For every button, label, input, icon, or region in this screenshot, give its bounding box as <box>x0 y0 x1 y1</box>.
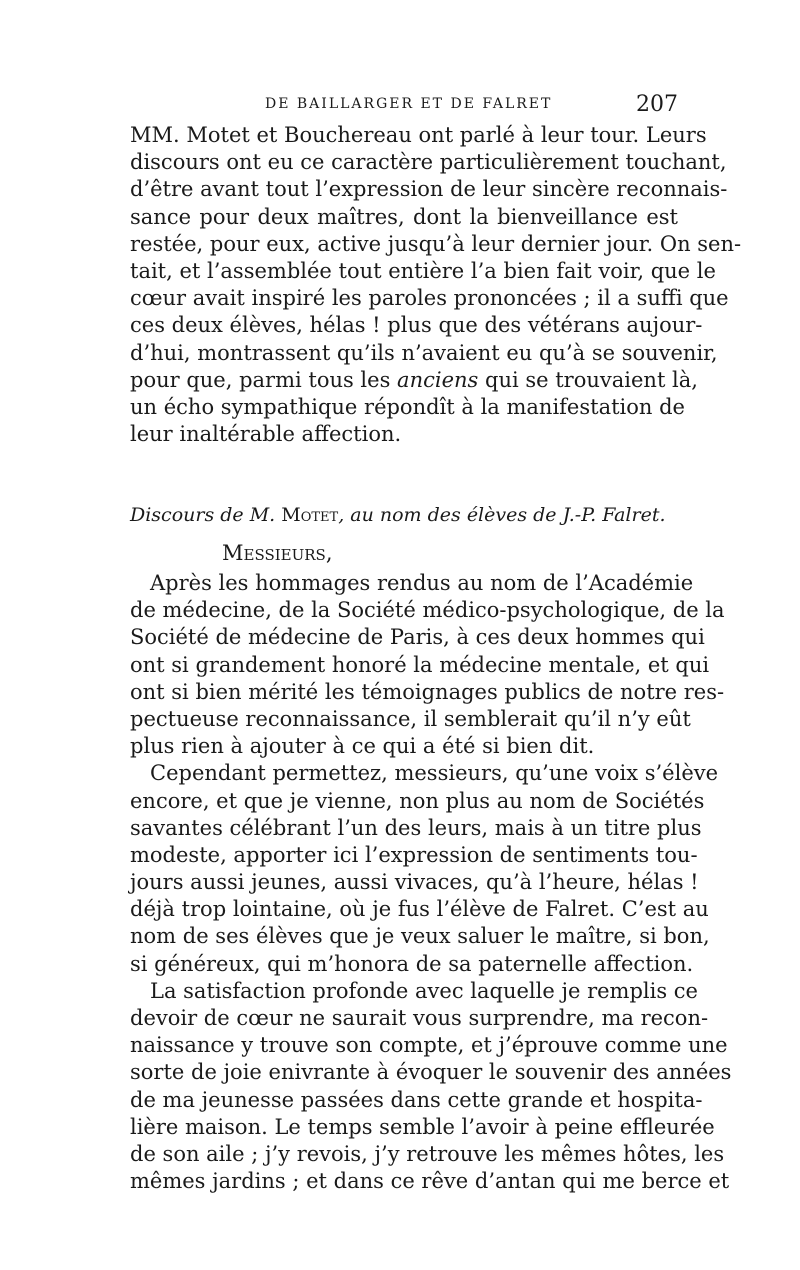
running-head <box>130 92 678 122</box>
text-line: ces deux élèves, hélas ! plus que des vétérans aujour- <box>130 313 703 338</box>
text-line: ont si bien mérité les témoignages publics de notre res- <box>130 679 725 704</box>
text-line: savantes célébrant l’un des leurs, mais à un titre plus <box>130 815 702 840</box>
text-line: d’être avant tout l’expression de leur sincère reconnais- <box>130 177 728 202</box>
text-line: encore, et que je vienne, non plus au nom de Sociétés <box>130 788 705 813</box>
section-heading <box>130 500 678 530</box>
text-line: nom de ses élèves que je veux saluer le maître, si bon, <box>130 924 710 949</box>
text-line: Société de médecine de Paris, à ces deux hommes qui <box>130 625 705 650</box>
text-line: restée, pour eux, active jusqu’à leur dernier jour. On sen- <box>130 231 742 256</box>
text-line: ont si grandement honoré la médecine mentale, et qui <box>130 652 710 677</box>
text-line: leur inaltérable affection. <box>130 422 402 447</box>
text-segment: pour que, parmi tous les <box>130 367 391 392</box>
text-line: cœur avait inspiré les paroles prononcées ; il a suffi que <box>130 286 729 311</box>
text-segment: qui se trouvaient là, <box>485 367 698 392</box>
text-line: pectueuse reconnaissance, il semblerait qu’il n’y eût <box>130 706 691 731</box>
text-line-with-italic <box>130 367 698 394</box>
heading-name: Motet <box>281 504 339 526</box>
heading-pre: Discours de M. <box>130 504 276 526</box>
text-line: jours aussi jeunes, aussi vivaces, qu’à l’heure, hélas ! <box>130 870 699 895</box>
salutation: Messieurs, <box>222 541 333 565</box>
page-number: 207 <box>636 92 678 117</box>
text-line: lière maison. Le temps semble l’avoir à peine effleurée <box>130 1114 715 1139</box>
heading-post: , au nom des élèves de J.-P. Falret. <box>338 504 666 526</box>
running-title: DE BAILLARGER ET DE FALRET <box>265 96 553 112</box>
text-line: déjà trop lointaine, où je fus l’élève de Falret. C’est au <box>130 897 709 922</box>
text-line: devoir de cœur ne saurait vous surprendre, ma recon- <box>130 1006 709 1030</box>
text-line: La satisfaction profonde avec laquelle je remplis ce <box>150 978 698 1003</box>
text-line: modeste, apporter ici l’expression de sentiments tou- <box>130 842 698 867</box>
speech-text <box>130 570 732 1195</box>
text-line: de son aile ; j’y revois, j’y retrouve les mêmes hôtes, les <box>130 1141 725 1166</box>
text-line: Cependant permettez, messieurs, qu’une voix s’élève <box>150 761 719 786</box>
text-line: MM. Motet et Bouchereau ont parlé à leur tour. Leurs <box>130 123 707 147</box>
text-line: d’hui, montrassent qu’ils n’avaient eu qu’à se souvenir, <box>130 340 718 365</box>
text-line: discours ont eu ce caractère particulièrement touchant, <box>130 150 727 175</box>
italic-word: anciens <box>397 367 479 392</box>
text-line: si généreux, qui m’honora de sa paternelle affection. <box>130 951 694 976</box>
text-line: tait, et l’assemblée tout entière l’a bien fait voir, que le <box>130 258 716 283</box>
text-line: Après les hommages rendus au nom de l’Académie <box>150 571 694 595</box>
text-line: de ma jeunesse passées dans cette grande et hospita- <box>130 1087 703 1112</box>
text-line: sorte de joie enivrante à évoquer le souvenir des années <box>130 1060 732 1085</box>
text-line: plus rien à ajouter à ce qui a été si bien dit. <box>130 734 595 759</box>
text-line: mêmes jardins ; et dans ce rêve d’antan qui me berce et <box>130 1169 730 1194</box>
paragraph-1 <box>130 122 742 448</box>
text-line: de médecine, de la Société médico-psychologique, de la <box>130 598 725 623</box>
text-line: naissance y trouve son compte, et j’éprouve comme une <box>130 1033 728 1058</box>
text-line: un écho sympathique répondît à la manifestation de <box>130 394 685 419</box>
text-line: sance pour deux maîtres, dont la bienveillance est <box>130 204 678 229</box>
